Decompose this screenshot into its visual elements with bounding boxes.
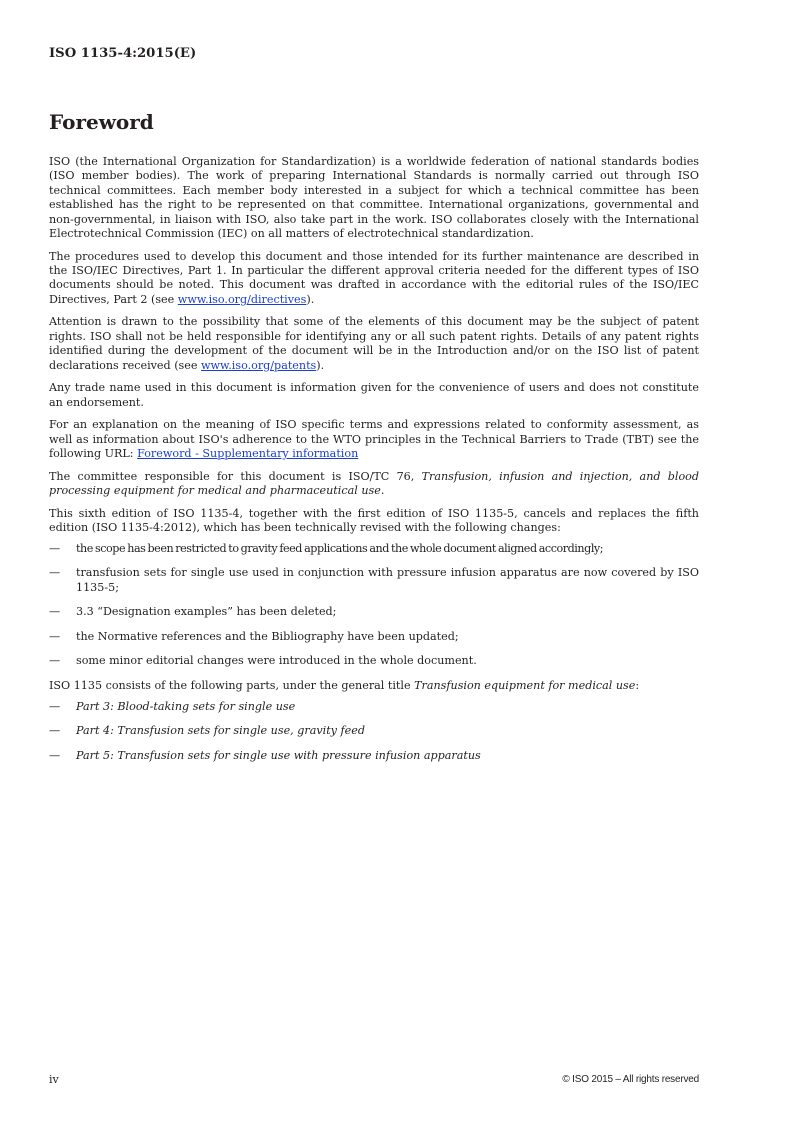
committee-title: Transfusion, infusion and injection, and blood processing equipment for medical and pharmaceutical use (49, 469, 700, 498)
dash-bullet: — (49, 724, 61, 738)
paragraph-text: For an explanation on the meaning of ISO specific terms and expressions related to conformity assessment, as well as information about ISO's adherence to the WTO principles in the Technical Barriers to Trade (TBT) see the following URL: (49, 418, 699, 461)
list-item-text: Part 4: Transfusion sets for single use, gravity feed (76, 724, 365, 738)
dash-bullet: — (49, 629, 61, 643)
dash-bullet: — (49, 699, 61, 713)
list-item (49, 724, 699, 738)
link-patents[interactable]: www.iso.org/patents (200, 358, 317, 372)
list-item (49, 542, 699, 556)
dash-bullet: — (49, 654, 61, 668)
list-item-text: the Normative references and the Bibliography have been updated; (76, 629, 459, 643)
copyright-notice: © ISO 2015 – All rights reserved (562, 1074, 699, 1085)
paragraph-text: . (380, 484, 385, 498)
parts-list (49, 700, 699, 764)
list-item-text: Part 3: Blood-taking sets for single use (76, 699, 296, 713)
list-item (49, 700, 699, 714)
changes-list (49, 542, 699, 669)
paragraph-text: The committee responsible for this document is ISO/TC 76, (49, 469, 422, 483)
list-item (49, 605, 699, 619)
document-id-header: ISO 1135-4:2015(E) (49, 46, 197, 61)
paragraph-conformity (49, 418, 699, 461)
paragraph-text: ). (306, 292, 315, 306)
list-item-text: Part 5: Transfusion sets for single use with pressure infusion apparatus (76, 748, 481, 762)
paragraph-edition: This sixth edition of ISO 1135-4, together with the first edition of ISO 1135-5, cancels and replaces the fifth edition (ISO 1135-4:2012), which has been technically revised with the following changes: (49, 506, 699, 535)
link-supplementary-information[interactable]: Foreword - Supplementary information (137, 447, 359, 461)
dash-bullet: — (49, 605, 61, 619)
general-title: Transfusion equipment for medical use (414, 679, 636, 693)
list-item (49, 630, 699, 644)
list-item (49, 749, 699, 763)
list-item-text: 3.3 “Designation examples” has been deleted; (76, 605, 337, 619)
list-item (49, 654, 699, 668)
paragraph-text: : (635, 679, 640, 693)
paragraph-text: Attention is drawn to the possibility that some of the elements of this document may be the subject of patent rights. ISO shall not be held responsible for identifying any or all such patent rights. Details of any patent rights identified during the development of the document will be in the Introduction and/or on the ISO list of patent declarations received (see (49, 315, 699, 372)
paragraph-patents (49, 315, 699, 373)
paragraph-trade-name: Any trade name used in this document is information given for the convenience of users and does not constitute an endorsement. (49, 381, 699, 409)
list-item-text: some minor editorial changes were introduced in the whole document. (76, 654, 477, 668)
dash-bullet: — (49, 748, 61, 762)
foreword-body (49, 155, 699, 773)
list-item (49, 566, 699, 595)
dash-bullet: — (49, 541, 61, 555)
list-item-text: transfusion sets for single use used in conjunction with pressure infusion apparatus are now covered by ISO 1135-5; (76, 566, 699, 594)
page-number: iv (49, 1073, 59, 1086)
paragraph-procedures (49, 250, 699, 308)
paragraph-committee (49, 470, 699, 499)
paragraph-text: ). (316, 358, 325, 372)
paragraph-text: ISO 1135 consists of the following parts, under the general title (49, 679, 415, 693)
paragraph-iso-intro: ISO (the International Organization for Standardization) is a worldwide federation of national standards bodies (ISO member bodies). The work of preparing International Standards is normally carried out through ISO technical committees. Each member body interested in a subject for which a technical committee has been established has the right to be represented on that committee. International organizations, governmental and non-governmental, in liaison with ISO, also take part in the work. ISO collaborates closely with the International Electrotechnical Commission (IEC) on all matters of electrotechnical standardization. (49, 155, 699, 241)
section-title: Foreword (49, 110, 154, 134)
dash-bullet: — (49, 566, 61, 580)
list-item-text: the scope has been restricted to gravity feed applications and the whole document aligned accordingly; (76, 541, 604, 555)
link-directives[interactable]: www.iso.org/directives (177, 292, 307, 306)
paragraph-text: The procedures used to develop this document and those intended for its further maintenance are described in the ISO/IEC Directives, Part 1. In particular the different approval criteria needed for the different types of ISO documents should be noted. This document was drafted in accordance with the editorial rules of the ISO/IEC Directives, Part 2 (see (49, 249, 699, 306)
paragraph-parts-intro (49, 679, 699, 693)
